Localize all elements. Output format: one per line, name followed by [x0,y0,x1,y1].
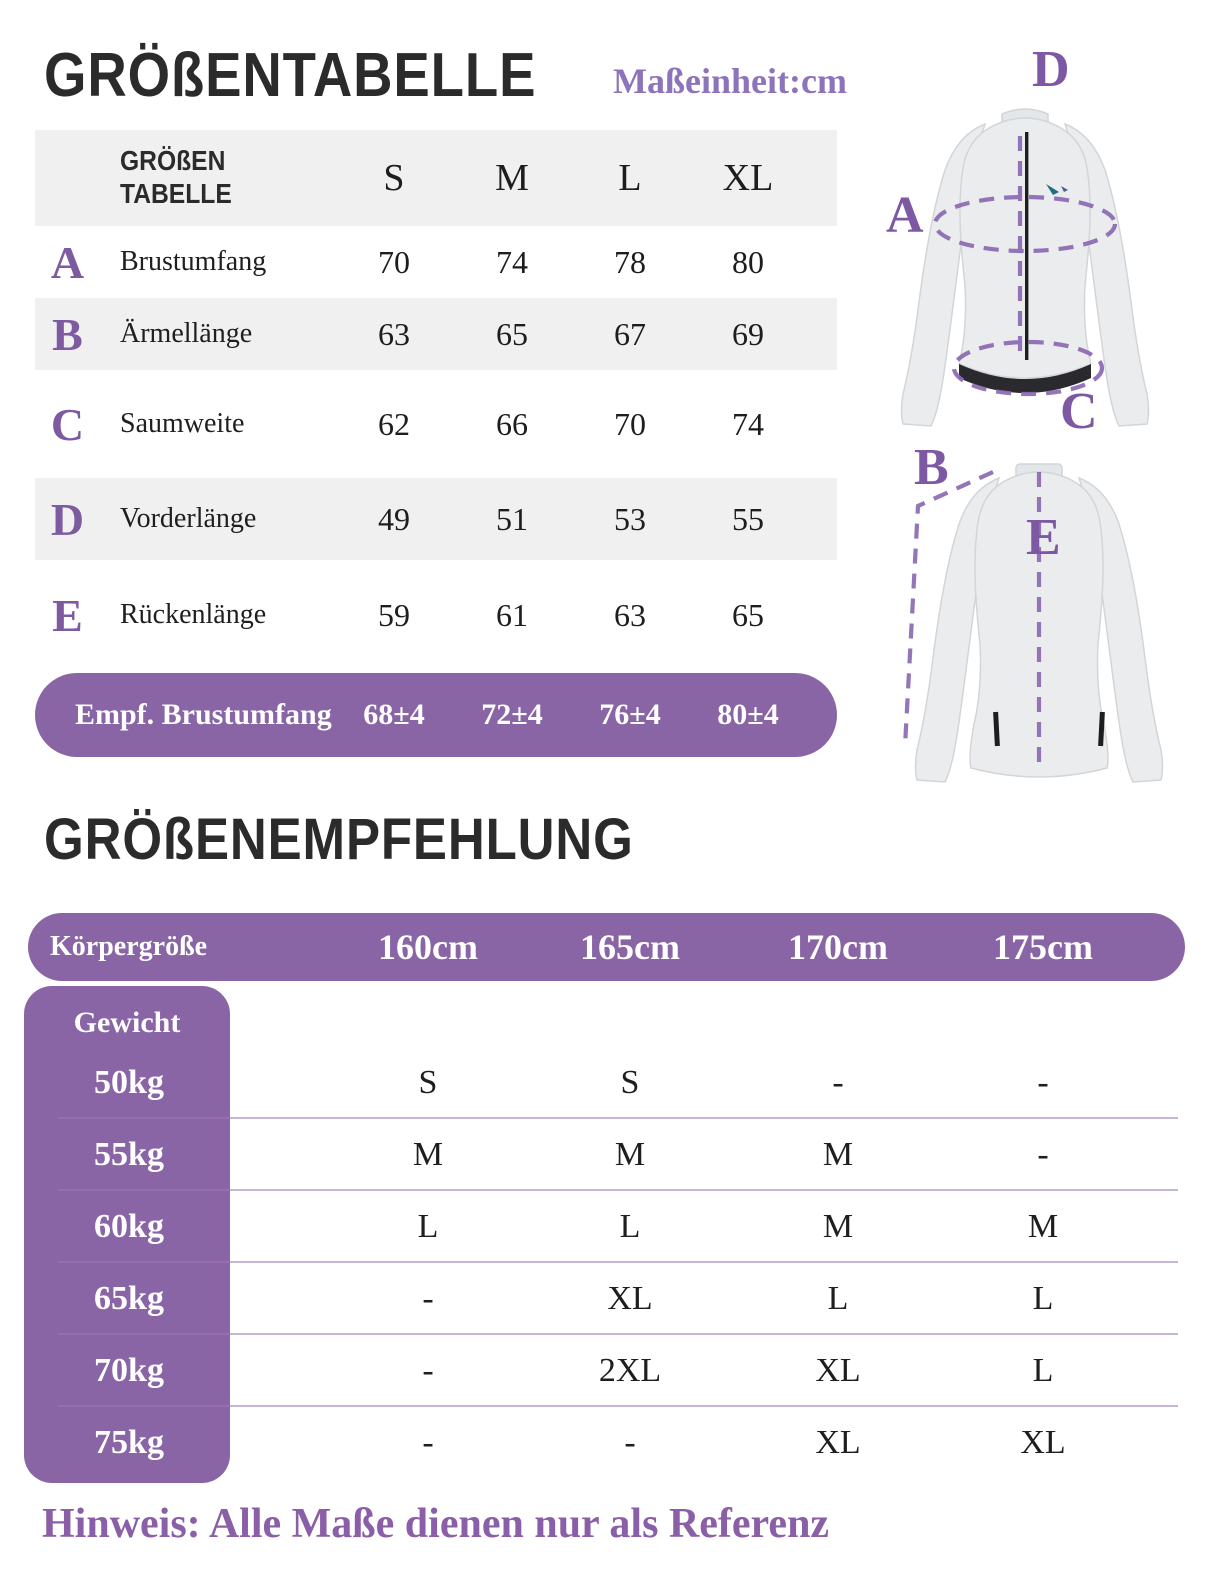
size-cell: M [412,1136,444,1173]
size-cell: S [418,1064,438,1101]
table-row-65kg [28,1263,1180,1335]
page-title: GRÖßENTABELLE [44,41,537,110]
weight-label: 65kg [94,1280,164,1317]
cell-value: 72±4 [481,698,543,731]
reference-footnote: Hinweis: Alle Maße dienen nur als Referenz [42,1501,830,1547]
size-cell: XL [607,1280,653,1317]
cell-value: 55 [732,500,764,537]
cell-value: 74 [732,405,764,442]
row-letter: E [52,589,83,641]
column-header-xl: XL [722,157,774,199]
row-letter: D [50,493,85,545]
height-column: 175cm [993,927,1093,967]
measurement-letter-a: A [886,187,924,244]
recommended-chest-row [35,673,837,757]
row-label: Rückenlänge [120,599,267,630]
header-label-line1: GRÖßEN [120,145,226,177]
cell-value: 63 [614,596,646,633]
cell-value: 66 [496,405,528,442]
cell-value: 59 [378,596,410,633]
cell-value: 51 [496,500,528,537]
size-cell: L [1032,1280,1054,1317]
cell-value: 63 [378,315,410,352]
size-cell: - [422,1280,434,1317]
size-cell: S [620,1064,640,1101]
recommendation-title: GRÖßENEMPFEHLUNG [44,807,634,872]
cell-value: 65 [496,315,528,352]
table-row-hem [35,370,837,478]
column-header-s: S [383,157,405,199]
cell-value: 76±4 [599,698,661,731]
height-column: 160cm [378,927,478,967]
cell-value: 65 [732,596,764,633]
table-row-60kg [28,1191,1180,1263]
cell-value: 49 [378,500,410,537]
row-letter: A [50,236,85,288]
cell-value: 70 [614,405,646,442]
table-row-chest [35,226,837,298]
column-header-l: L [618,157,642,199]
cell-value: 61 [496,596,528,633]
row-letter: C [50,398,85,450]
measurement-letter-e: E [1026,509,1061,566]
weight-label: 60kg [94,1208,164,1245]
cell-value: 69 [732,315,764,352]
table-row-front-length [35,478,837,560]
height-header-label: Körpergröße [50,931,208,962]
cell-value: 67 [614,315,646,352]
table-row-55kg [28,1119,1180,1191]
measurement-letter-c: C [1060,383,1098,440]
size-cell: L [619,1208,641,1245]
unit-note: Maßeinheit:cm [613,61,847,101]
size-table-header-row [35,130,837,226]
size-cell: L [827,1280,849,1317]
table-row-70kg [28,1335,1180,1407]
weight-label: 55kg [94,1136,164,1173]
table-row-sleeve [35,298,837,370]
table-row-50kg [28,1047,1180,1119]
size-table [35,130,837,757]
cell-value: 53 [614,500,646,537]
column-header-m: M [495,157,529,199]
weight-label: 50kg [94,1064,164,1101]
recommendation-rows [28,1047,1180,1479]
size-cell: XL [815,1424,861,1461]
row-label: Ärmellänge [120,318,253,349]
size-cell: - [832,1064,844,1101]
size-cell: L [1032,1352,1054,1389]
cell-value: 80 [732,243,764,280]
weight-label: 75kg [94,1424,164,1461]
measurement-letter-b: B [914,439,949,496]
size-cell: M [822,1136,854,1173]
table-row-back-length [35,560,837,670]
size-cell: 2XL [598,1352,662,1389]
row-label: Saumweite [120,408,245,439]
size-cell: M [614,1136,646,1173]
size-cell: - [422,1352,434,1389]
table-row-75kg [28,1407,1180,1479]
front-zipper [1025,132,1028,360]
size-cell: - [1037,1064,1049,1101]
cell-value: 80±4 [717,698,779,731]
recommended-chest-label: Empf. Brustumfang [75,698,332,731]
size-cell: - [422,1424,434,1461]
size-table-header-label [100,145,335,210]
size-cell: L [417,1208,439,1245]
measurement-letter-d: D [1032,41,1070,98]
size-cell: M [822,1208,854,1245]
cell-value: 78 [614,243,646,280]
cell-value: 68±4 [363,698,425,731]
size-cell: XL [815,1352,861,1389]
size-cell: - [1037,1136,1049,1173]
height-column: 170cm [788,927,888,967]
height-column: 165cm [580,927,680,967]
size-cell: - [624,1424,636,1461]
header-label-line2: TABELLE [120,177,232,209]
jersey-back-image [862,446,1212,858]
cell-value: 62 [378,405,410,442]
jersey-front-garment [902,109,1149,426]
cell-value: 70 [378,243,410,280]
row-label: Vorderlänge [120,503,257,534]
weight-column-label: Gewicht [73,1006,181,1039]
row-letter: B [52,308,83,360]
row-label: Brustumfang [120,246,267,277]
weight-label: 70kg [94,1352,164,1389]
cell-value: 74 [496,243,528,280]
height-header-row [28,913,1185,981]
size-cell: XL [1020,1424,1066,1461]
size-cell: M [1027,1208,1059,1245]
